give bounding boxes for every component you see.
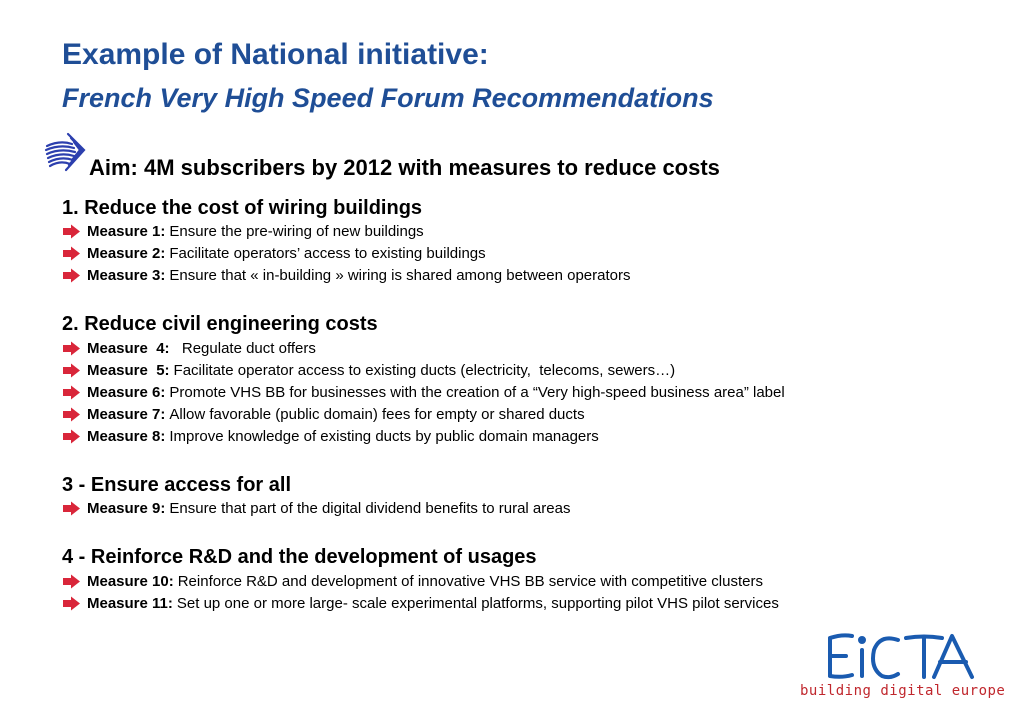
right-arrow-icon bbox=[62, 341, 81, 356]
measure-label: Measure 2: bbox=[87, 244, 166, 262]
measure-item bbox=[62, 497, 570, 519]
measure-label: Measure 6: bbox=[87, 383, 166, 401]
measure-text: Improve knowledge of existing ducts by public domain managers bbox=[169, 427, 599, 445]
measure-label: Measure 1: bbox=[87, 222, 166, 240]
measure-item bbox=[62, 570, 763, 592]
measure-text: Promote VHS BB for businesses with the creation of a “Very high-speed business area” label bbox=[169, 383, 785, 401]
logo-tagline: building digital europe bbox=[800, 683, 1006, 699]
measure-text: Ensure that « in-building » wiring is shared among between operators bbox=[169, 266, 631, 284]
right-arrow-icon bbox=[62, 596, 81, 611]
eicta-logo bbox=[826, 630, 976, 682]
right-arrow-icon bbox=[62, 246, 81, 261]
section-heading: 2. Reduce civil engineering costs bbox=[62, 313, 378, 335]
measure-text: Facilitate operators’ access to existing buildings bbox=[169, 244, 486, 262]
measure-text: Set up one or more large- scale experimental platforms, supporting pilot VHS pilot services bbox=[176, 594, 779, 612]
measure-item bbox=[62, 220, 424, 242]
measure-label: Measure 5: bbox=[87, 361, 170, 379]
slide-subtitle: French Very High Speed Forum Recommendations bbox=[62, 83, 714, 113]
measure-item bbox=[62, 337, 316, 359]
right-arrow-icon bbox=[62, 363, 81, 378]
right-arrow-icon bbox=[62, 268, 81, 283]
measure-item bbox=[62, 403, 585, 425]
measure-item bbox=[62, 264, 630, 286]
measure-text: Ensure the pre-wiring of new buildings bbox=[169, 222, 424, 240]
measure-item bbox=[62, 381, 785, 403]
measure-label: Measure 4: bbox=[87, 339, 170, 357]
measure-label: Measure 8: bbox=[87, 427, 166, 445]
measure-label: Measure 11: bbox=[87, 594, 173, 612]
measure-label: Measure 9: bbox=[87, 499, 166, 517]
measure-item bbox=[62, 242, 486, 264]
right-arrow-icon bbox=[62, 429, 81, 444]
right-arrow-icon bbox=[62, 501, 81, 516]
measure-item bbox=[62, 359, 675, 381]
measure-label: Measure 3: bbox=[87, 266, 166, 284]
measure-text: Ensure that part of the digital dividend benefits to rural areas bbox=[169, 499, 571, 517]
measure-item bbox=[62, 592, 779, 614]
section-heading: 4 - Reinforce R&D and the development of usages bbox=[62, 546, 537, 568]
aim-statement: Aim: 4M subscribers by 2012 with measures to reduce costs bbox=[89, 155, 720, 180]
measure-text: Allow favorable (public domain) fees for empty or shared ducts bbox=[169, 405, 585, 423]
right-arrow-icon bbox=[62, 224, 81, 239]
measure-text: Reinforce R&D and development of innovative VHS BB service with competitive clusters bbox=[177, 572, 763, 590]
right-arrow-icon bbox=[62, 385, 81, 400]
measure-text: Facilitate operator access to existing ducts (electricity, telecoms, sewers…) bbox=[173, 361, 676, 379]
section-heading: 1. Reduce the cost of wiring buildings bbox=[62, 197, 423, 219]
right-arrow-icon bbox=[62, 407, 81, 422]
measure-label: Measure 7: bbox=[87, 405, 166, 423]
right-arrow-icon bbox=[62, 574, 81, 589]
hand-drawn-arrow-icon bbox=[44, 130, 88, 176]
measure-item bbox=[62, 425, 599, 447]
measure-label: Measure 10: bbox=[87, 572, 174, 590]
measure-text: Regulate duct offers bbox=[173, 339, 316, 357]
section-heading: 3 - Ensure access for all bbox=[62, 474, 292, 496]
slide-title: Example of National initiative: bbox=[62, 38, 489, 71]
